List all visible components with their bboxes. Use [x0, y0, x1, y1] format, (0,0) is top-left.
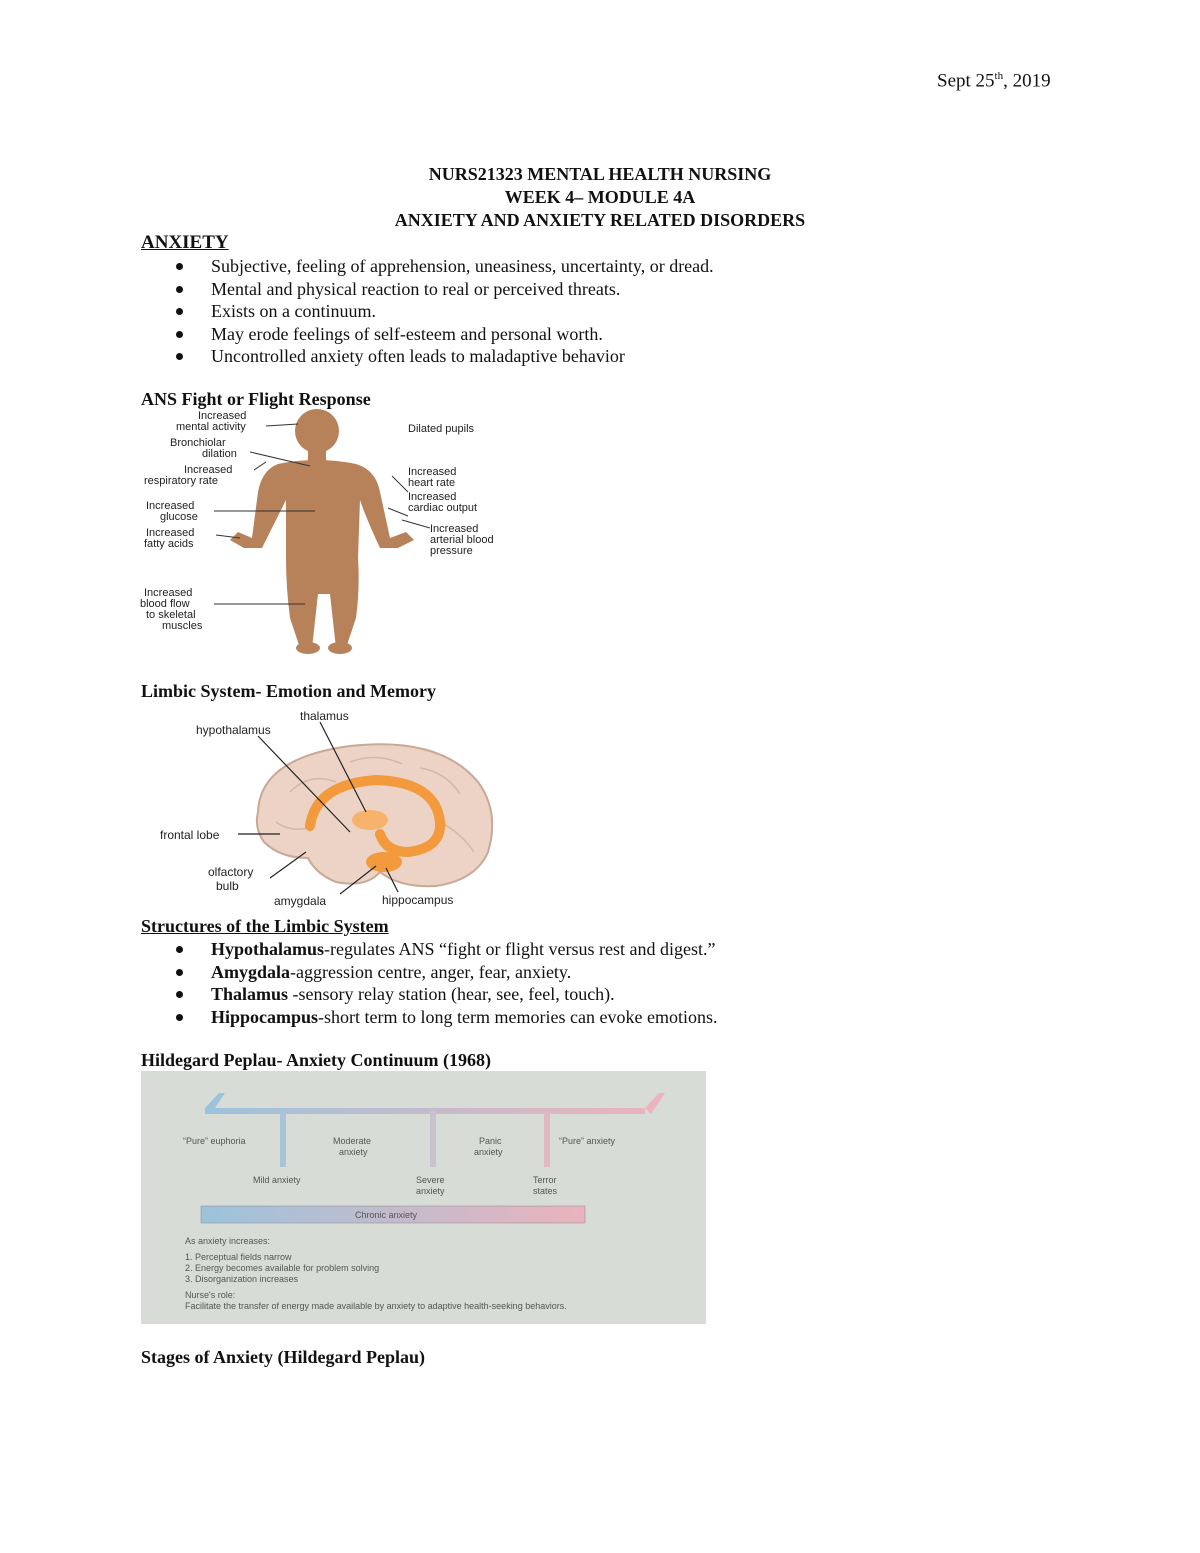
structures-bullet-list	[141, 938, 717, 1028]
week-title: WEEK 4– MODULE 4A	[504, 187, 696, 207]
anxiety-continuum-figure	[141, 1071, 706, 1324]
label-point-1: 1. Perceptual fields narrow	[185, 1252, 292, 1262]
peplau-heading: Hildegard Peplau- Anxiety Continuum (1968)	[141, 1050, 492, 1070]
label-panic-anxiety: Panic	[479, 1136, 502, 1146]
date-suffix: th	[994, 70, 1004, 82]
limbic-heading: Limbic System- Emotion and Memory	[141, 681, 436, 701]
list-item: Thalamus -sensory relay station (hear, see, feel, touch).	[141, 983, 717, 1006]
course-title: NURS21323 MENTAL HEALTH NURSING	[428, 164, 772, 184]
label-cardiac-output: Increased	[408, 491, 457, 503]
label-mental: Increased	[198, 410, 247, 422]
label-fatty-acids: Increased	[146, 527, 195, 539]
label-facilitate: Facilitate the transfer of energy made available by anxiety to adaptive health-seeking behaviors.	[185, 1301, 567, 1311]
label-frontal-lobe: frontal lobe	[160, 828, 220, 842]
label-bronchiolar: Bronchiolar	[170, 437, 226, 449]
bullet-icon	[176, 991, 183, 998]
bullet-icon	[176, 353, 183, 360]
svg-text:heart rate: heart rate	[408, 477, 456, 489]
label-point-2: 2. Energy becomes available for problem solving	[185, 1263, 380, 1273]
topic-title: ANXIETY AND ANXIETY RELATED DISORDERS	[394, 210, 806, 230]
label-heart-rate: Increased	[408, 466, 457, 478]
anxiety-heading: ANXIETY	[141, 232, 229, 253]
svg-text:pressure: pressure	[430, 545, 473, 557]
bullet-icon	[176, 1014, 183, 1021]
svg-text:dilation: dilation	[202, 448, 237, 460]
list-item: Uncontrolled anxiety often leads to maladaptive behavior	[141, 345, 714, 368]
label-as-anxiety-increases: As anxiety increases:	[185, 1236, 271, 1246]
label-olfactory-bulb: olfactory	[208, 865, 254, 879]
svg-text:anxiety: anxiety	[416, 1186, 445, 1196]
date-year: , 2019	[1003, 70, 1051, 92]
label-pure-euphoria: “Pure” euphoria	[183, 1136, 246, 1146]
label-blood-flow: Increased	[144, 587, 193, 599]
svg-text:cardiac output: cardiac output	[408, 502, 478, 514]
svg-text:mental activity: mental activity	[176, 421, 246, 433]
thalamus-region	[352, 810, 388, 830]
list-item: May erode feelings of self-esteem and personal worth.	[141, 323, 714, 346]
label-chronic-anxiety: Chronic anxiety	[355, 1210, 418, 1220]
label-arterial-pressure: Increased	[430, 523, 479, 535]
label-hypothalamus: hypothalamus	[196, 723, 271, 737]
svg-text:respiratory rate: respiratory rate	[144, 475, 218, 487]
bullet-icon	[176, 286, 183, 293]
label-moderate-anxiety: Moderate	[333, 1136, 372, 1146]
structures-heading: Structures of the Limbic System	[141, 916, 389, 936]
label-terror-states: Terror	[533, 1175, 557, 1185]
document-date	[937, 70, 1051, 92]
svg-text:bulb: bulb	[216, 879, 239, 893]
svg-text:fatty acids: fatty acids	[144, 538, 194, 550]
svg-text:arterial blood: arterial blood	[430, 534, 494, 546]
human-body-silhouette	[230, 409, 414, 654]
ans-body-figure	[140, 408, 530, 660]
bullet-icon	[176, 308, 183, 315]
list-item: Mental and physical reaction to real or perceived threats.	[141, 278, 714, 301]
label-glucose: Increased	[146, 500, 195, 512]
document-title-block	[0, 163, 1200, 232]
svg-text:states: states	[533, 1186, 558, 1196]
label-mild-anxiety: Mild anxiety	[253, 1175, 301, 1185]
svg-text:blood flow: blood flow	[140, 598, 190, 610]
list-item: Subjective, feeling of apprehension, uneasiness, uncertainty, or dread.	[141, 255, 714, 278]
anxiety-bullet-list	[141, 255, 714, 368]
stages-heading: Stages of Anxiety (Hildegard Peplau)	[141, 1347, 425, 1367]
list-item: Hypothalamus-regulates ANS “fight or flight versus rest and digest.”	[141, 938, 717, 961]
svg-text:anxiety: anxiety	[474, 1147, 503, 1157]
ans-heading: ANS Fight or Flight Response	[141, 389, 371, 409]
svg-text:to skeletal: to skeletal	[146, 609, 196, 621]
list-item: Hippocampus-short term to long term memories can evoke emotions.	[141, 1006, 717, 1029]
label-severe-anxiety: Severe	[416, 1175, 445, 1185]
svg-text:anxiety: anxiety	[339, 1147, 368, 1157]
limbic-brain-figure	[140, 702, 500, 914]
label-pupils: Dilated pupils	[408, 423, 475, 435]
date-main: Sept 25	[937, 70, 995, 92]
svg-text:muscles: muscles	[162, 620, 203, 632]
label-respiratory: Increased	[184, 464, 233, 476]
bullet-icon	[176, 331, 183, 338]
list-item: Amygdala-aggression centre, anger, fear, anxiety.	[141, 961, 717, 984]
label-amygdala: amygdala	[274, 894, 327, 908]
label-hippocampus: hippocampus	[382, 893, 454, 907]
label-point-3: 3. Disorganization increases	[185, 1274, 299, 1284]
svg-text:glucose: glucose	[160, 511, 198, 523]
list-item: Exists on a continuum.	[141, 300, 714, 323]
label-pure-anxiety: “Pure” anxiety	[559, 1136, 616, 1146]
bullet-icon	[176, 946, 183, 953]
bullet-icon	[176, 969, 183, 976]
bullet-icon	[176, 263, 183, 270]
label-thalamus: thalamus	[300, 709, 349, 723]
label-nurse-role: Nurse's role:	[185, 1290, 236, 1300]
